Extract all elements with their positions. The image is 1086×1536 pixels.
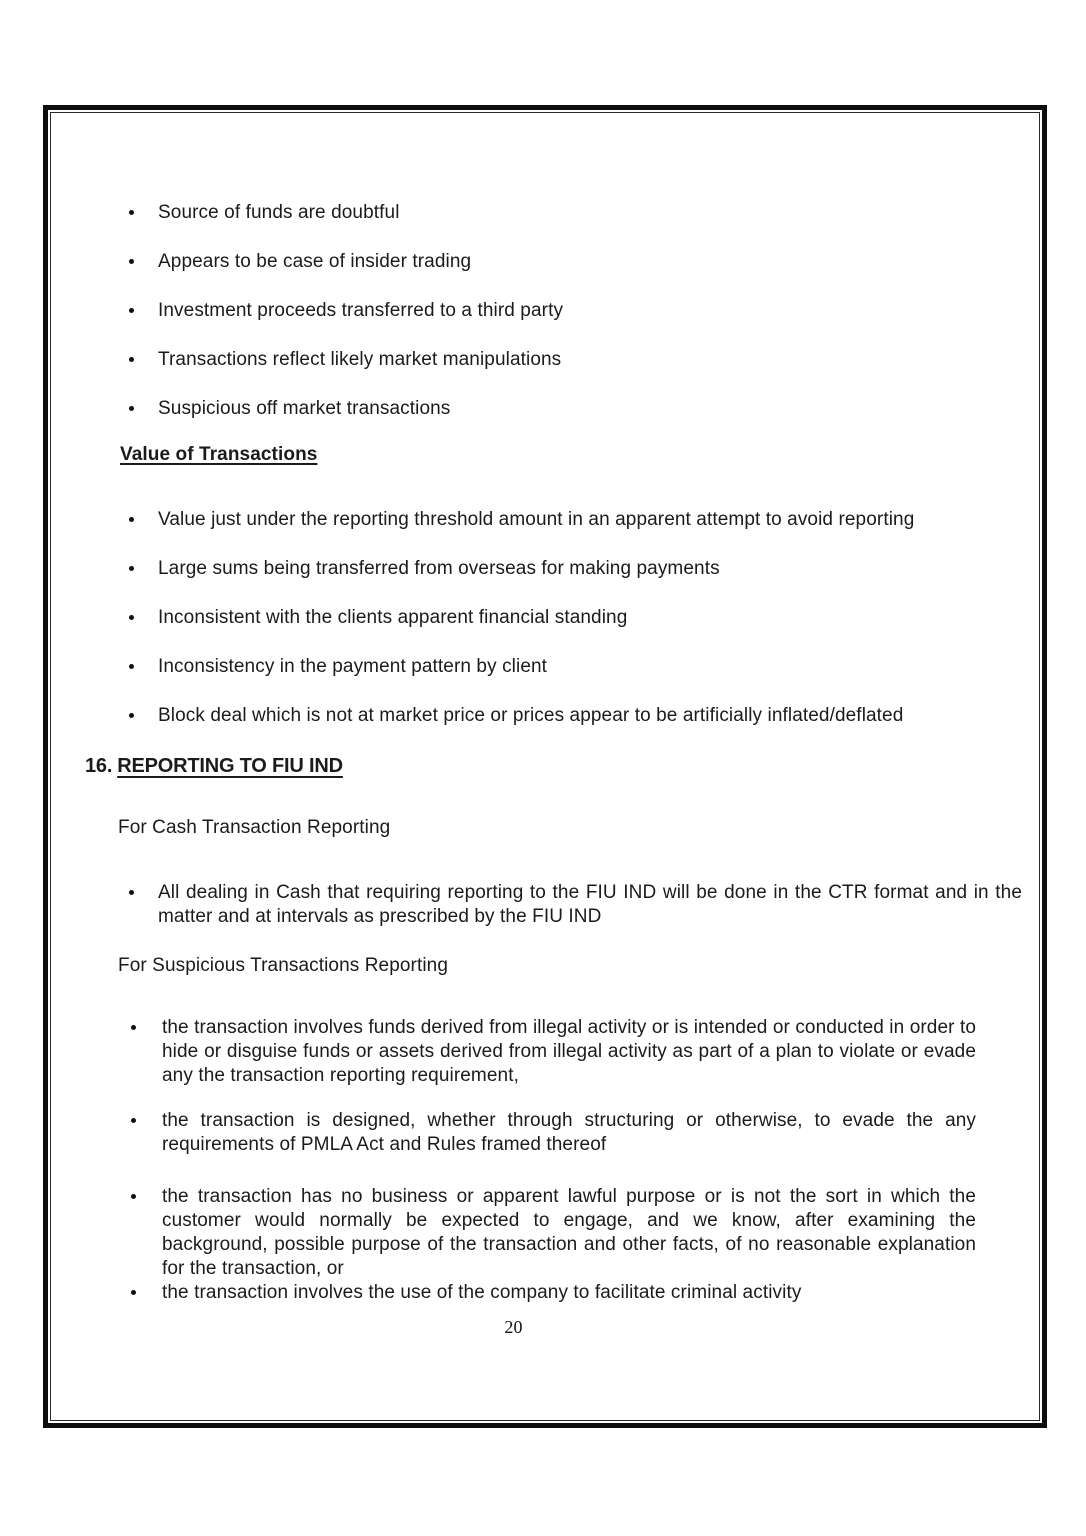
list-item (51, 704, 976, 728)
bullet-icon (131, 1118, 136, 1123)
cash-transaction-reporting-label: For Cash Transaction Reporting (118, 817, 391, 838)
suspicious-transactions-reporting-label: For Suspicious Transactions Reporting (118, 955, 449, 976)
list-item-text: the transaction is designed, whether through structuring or otherwise, to evade the any requirements of PMLA Act and Rules framed thereof (162, 1110, 976, 1155)
page-content (51, 113, 1039, 1420)
section-title: REPORTING TO FIU IND (117, 755, 343, 777)
list-item (51, 508, 976, 532)
list-item-text: Inconsistency in the payment pattern by client (158, 656, 548, 677)
bullet-icon (129, 357, 134, 362)
list-item-text: Block deal which is not at market price or prices appear to be artificially inflated/deflated (158, 705, 904, 726)
bullet-icon (129, 517, 134, 522)
bullet-icon (129, 890, 134, 895)
list-item-text: the transaction has no business or apparent lawful purpose or is not the sort in which the customer would normally be expected to engage, and we know, after examining the background, possible purpose of the transaction and other facts, of no reasonable explanation for the transaction, or (162, 1186, 976, 1279)
list-item (51, 606, 976, 630)
list-item (51, 557, 976, 581)
list-item-text: All dealing in Cash that requiring reporting to the FIU IND will be done in the CTR format and in the matter and at intervals as prescribed by the FIU IND (158, 882, 1022, 927)
section-number: 16. (85, 755, 113, 777)
list-item (51, 1016, 976, 1088)
list-item (51, 1281, 976, 1305)
list-item-text: the transaction involves the use of the company to facilitate criminal activity (162, 1282, 802, 1303)
section-heading-value-of-transactions: Value of Transactions (120, 444, 318, 465)
bullet-icon (129, 615, 134, 620)
bullet-icon (129, 259, 134, 264)
list-item-text: Appears to be case of insider trading (158, 251, 472, 272)
list-item-text: Suspicious off market transactions (158, 398, 451, 419)
bullet-icon (131, 1194, 136, 1199)
list-item (51, 348, 976, 372)
list-item (51, 655, 976, 679)
list-item (51, 299, 976, 323)
bullet-icon (129, 713, 134, 718)
bullet-icon (129, 664, 134, 669)
list-item (51, 1109, 976, 1157)
page-border-frame (43, 105, 1047, 1428)
list-item-text: Source of funds are doubtful (158, 202, 400, 223)
list-item-text: the transaction involves funds derived from illegal activity or is intended or conducted in order to hide or disguise funds or assets derived from illegal activity as part of a plan to violate or evade any the transaction reporting requirement, (162, 1017, 976, 1086)
list-item (51, 881, 1022, 929)
section-heading-reporting-to-fiu-ind (85, 754, 976, 778)
bullet-icon (129, 566, 134, 571)
page-border-inner-line (50, 112, 1040, 1421)
list-item-text: Large sums being transferred from overseas for making payments (158, 558, 720, 579)
page-number: 20 (504, 1317, 523, 1337)
bullet-icon (129, 308, 134, 313)
list-item-text: Transactions reflect likely market manipulations (158, 349, 562, 370)
list-item-text: Inconsistent with the clients apparent financial standing (158, 607, 628, 628)
list-item-text: Value just under the reporting threshold amount in an apparent attempt to avoid reporting (158, 509, 915, 530)
list-item (51, 201, 976, 225)
bullet-icon (131, 1025, 136, 1030)
list-item (51, 397, 976, 421)
list-item (51, 250, 976, 274)
bullet-icon (131, 1290, 136, 1295)
list-item-text: Investment proceeds transferred to a third party (158, 300, 564, 321)
bullet-icon (129, 210, 134, 215)
bullet-icon (129, 406, 134, 411)
list-item (51, 1185, 976, 1281)
